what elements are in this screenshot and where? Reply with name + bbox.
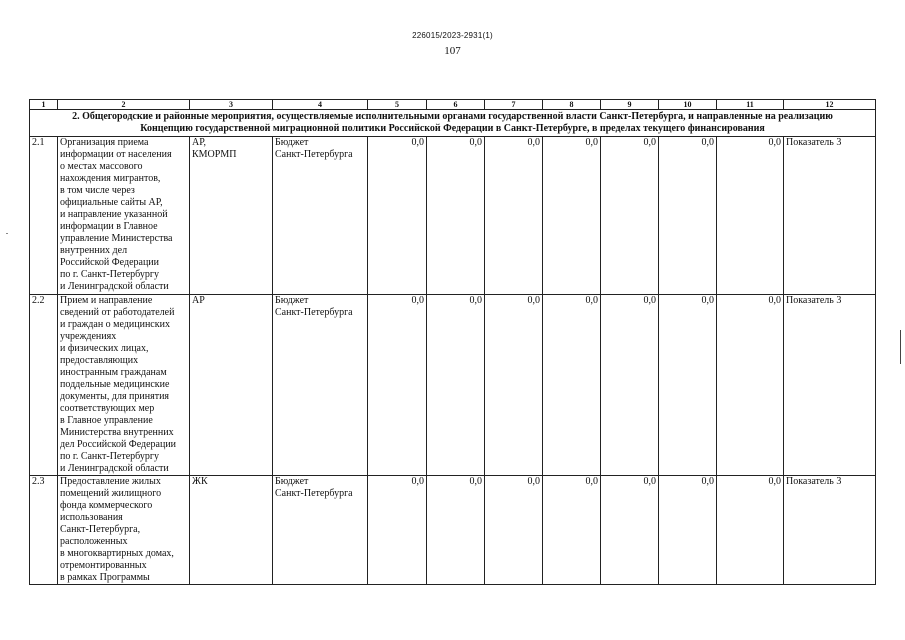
cell-line: соответствующих мер (60, 403, 155, 414)
column-number: 8 (543, 100, 601, 110)
funding-value: 0,0 (543, 476, 601, 585)
column-number: 6 (427, 100, 485, 110)
funding-value: 0,0 (601, 476, 659, 585)
cell-line: фонда коммерческого (60, 500, 153, 511)
funding-value: 0,0 (368, 476, 427, 585)
cell-line: помещений жилищного (60, 488, 162, 499)
page-number: 107 (444, 45, 461, 57)
funding-value: 0,0 (427, 476, 485, 585)
cell-line: и Ленинградской области (60, 463, 169, 474)
row-number: 2.3 (30, 476, 58, 585)
cell-line: Организация приема (60, 137, 149, 148)
event-description (58, 137, 190, 295)
funding-value: 0,0 (543, 295, 601, 476)
cell-line: в многоквартирных домах, (60, 548, 174, 559)
funding-value: 0,0 (601, 137, 659, 295)
column-number: 3 (190, 100, 273, 110)
event-description (58, 476, 190, 585)
cell-line: Бюджет (275, 295, 309, 306)
document-id: 226015/2023-2931(1) (412, 31, 493, 40)
cell-line: использования (60, 512, 123, 523)
funding-value: 0,0 (659, 476, 717, 585)
funding-source (273, 137, 368, 295)
funding-value: 0,0 (485, 137, 543, 295)
cell-line: Бюджет (275, 137, 309, 148)
funding-value: 0,0 (427, 295, 485, 476)
cell-line: официальные сайты АР, (60, 197, 163, 208)
column-number: 10 (659, 100, 717, 110)
cell-line: сведений от работодателей (60, 307, 175, 318)
funding-value: 0,0 (717, 137, 784, 295)
cell-line: дел Российской Федерации (60, 439, 177, 450)
executors (190, 295, 273, 476)
section-title-line: Концепцию государственной миграционной политики Российской Федерации в Санкт-Петербурге, в пределах текущего финансирования (140, 123, 765, 134)
funding-value: 0,0 (717, 476, 784, 585)
cell-line: Российской Федерации (60, 257, 160, 268)
column-number-row (30, 100, 876, 110)
cell-line: нахождения мигрантов, (60, 173, 161, 184)
cell-line: и физических лицах, (60, 343, 149, 354)
funding-value: 0,0 (485, 295, 543, 476)
cell-line: управление Министерства (60, 233, 173, 244)
funding-value: 0,0 (427, 137, 485, 295)
indicator: Показатель 3 (784, 137, 876, 295)
funding-value: 0,0 (543, 137, 601, 295)
column-number: 11 (717, 100, 784, 110)
table-row (30, 137, 876, 295)
event-description (58, 295, 190, 476)
cell-line: Санкт-Петербурга (275, 307, 353, 318)
cell-line: КМОРМП (192, 149, 237, 160)
program-table (29, 99, 876, 585)
executors (190, 476, 273, 585)
cell-line: Бюджет (275, 476, 309, 487)
cell-line: и направление указанной (60, 209, 168, 220)
cell-line: Предоставление жилых (60, 476, 161, 487)
funding-value: 0,0 (717, 295, 784, 476)
cell-line: АР (192, 295, 205, 306)
column-number: 12 (784, 100, 876, 110)
column-number: 5 (368, 100, 427, 110)
cell-line: расположенных (60, 536, 128, 547)
funding-value: 0,0 (368, 295, 427, 476)
column-number: 9 (601, 100, 659, 110)
cell-line: по г. Санкт-Петербургу (60, 269, 159, 280)
cell-line: и Ленинградской области (60, 281, 169, 292)
executors (190, 137, 273, 295)
cell-line: Санкт-Петербурга (275, 488, 353, 499)
indicator: Показатель 3 (784, 295, 876, 476)
margin-rule (900, 330, 901, 364)
section-title-row (30, 110, 876, 137)
cell-line: документы, для принятия (60, 391, 170, 402)
column-number: 2 (58, 100, 190, 110)
cell-line: иностранным гражданам (60, 367, 167, 378)
column-number: 1 (30, 100, 58, 110)
section-title-line: 2. Общегородские и районные мероприятия, осуществляемые исполнительными органами государственной власти Санкт-Петербурга, и направленные на реализацию (72, 111, 833, 122)
table-row (30, 295, 876, 476)
funding-value: 0,0 (485, 476, 543, 585)
cell-line: отремонтированных (60, 560, 147, 571)
cell-line: и граждан о медицинских (60, 319, 170, 330)
cell-line: внутренних дел (60, 245, 128, 256)
cell-line: предоставляющих (60, 355, 139, 366)
cell-line: ЖК (192, 476, 208, 487)
funding-value: 0,0 (659, 295, 717, 476)
section-title (30, 110, 876, 137)
cell-line: информации в Главное (60, 221, 158, 232)
cell-line: в том числе через (60, 185, 135, 196)
funding-source (273, 476, 368, 585)
row-number: 2.2 (30, 295, 58, 476)
cell-line: Прием и направление (60, 295, 153, 306)
cell-line: учреждениях (60, 331, 117, 342)
cell-line: Министерства внутренних (60, 427, 174, 438)
cell-line: Санкт-Петербурга, (60, 524, 141, 535)
cell-line: информации от населения (60, 149, 172, 160)
cell-line: в Главное управление (60, 415, 153, 426)
funding-value: 0,0 (601, 295, 659, 476)
funding-value: 0,0 (368, 137, 427, 295)
table-row (30, 476, 876, 585)
row-number: 2.1 (30, 137, 58, 295)
cell-line: поддельные медицинские (60, 379, 170, 390)
scan-artifact (6, 233, 8, 234)
funding-value: 0,0 (659, 137, 717, 295)
cell-line: о местах массового (60, 161, 143, 172)
cell-line: АР, (192, 137, 207, 148)
indicator: Показатель 3 (784, 476, 876, 585)
cell-line: в рамках Программы (60, 572, 150, 583)
cell-line: по г. Санкт-Петербургу (60, 451, 159, 462)
cell-line: Санкт-Петербурга (275, 149, 353, 160)
column-number: 7 (485, 100, 543, 110)
column-number: 4 (273, 100, 368, 110)
funding-source (273, 295, 368, 476)
